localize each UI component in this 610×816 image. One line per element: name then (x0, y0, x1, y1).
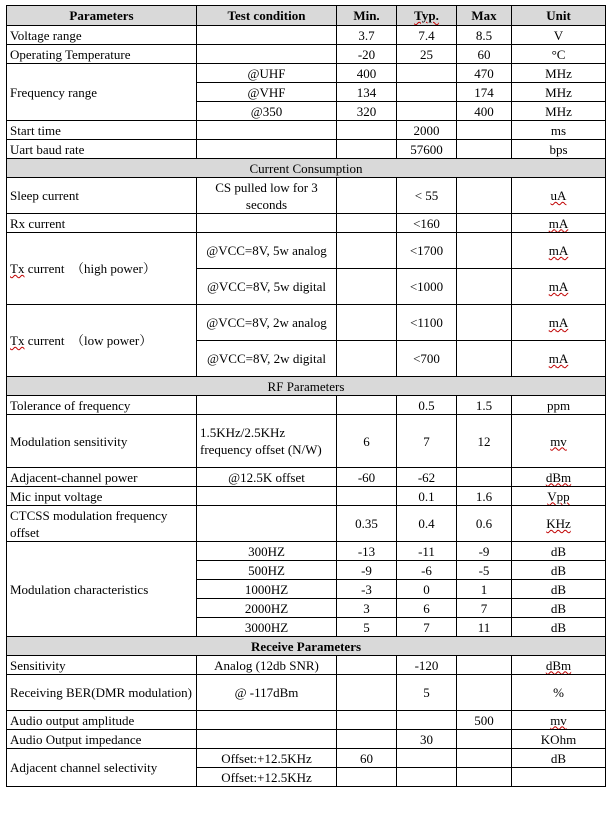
table-row (7, 121, 606, 140)
mod-char-typ: 0 (397, 580, 457, 599)
adj-sel-cond: Offset:+12.5KHz (197, 768, 337, 787)
tx-high-digital-typ: <1000 (397, 269, 457, 305)
ctcss-typ: 0.4 (397, 506, 457, 542)
section-receive-parameters (7, 637, 606, 656)
tolerance-typ: 0.5 (397, 396, 457, 415)
header-min: Min. (337, 6, 397, 26)
sensitivity-cond: Analog (12db SNR) (197, 656, 337, 675)
table-row (7, 415, 606, 468)
mic-unit: Vpp (512, 487, 606, 506)
freq-vhf-unit: MHz (512, 83, 606, 102)
mod-sens-unit: mv (512, 415, 606, 468)
param-tolerance-of-frequency: Tolerance of frequency (7, 396, 197, 415)
mod-char-typ: 7 (397, 618, 457, 637)
tx-high-cond-digital: @VCC=8V, 5w digital (197, 269, 337, 305)
adjacent-power-typ: -62 (397, 468, 457, 487)
param-operating-temperature: Operating Temperature (7, 45, 197, 64)
ctcss-max: 0.6 (457, 506, 512, 542)
param-sleep-current: Sleep current (7, 178, 197, 214)
section-title: RF Parameters (7, 377, 606, 396)
freq-uhf-unit: MHz (512, 64, 606, 83)
table-row (7, 45, 606, 64)
mod-char-typ: -11 (397, 542, 457, 561)
table-row (7, 656, 606, 675)
voltage-typ: 7.4 (397, 26, 457, 45)
param-adjacent-channel-selectivity: Adjacent channel selectivity (7, 749, 197, 787)
freq-350-max: 400 (457, 102, 512, 121)
ctcss-min: 0.35 (337, 506, 397, 542)
temp-max: 60 (457, 45, 512, 64)
audio-imp-unit: KOhm (512, 730, 606, 749)
audio-amp-unit: mv (512, 711, 606, 730)
param-ctcss-offset: CTCSS modulation frequency offset (7, 506, 197, 542)
spec-table (6, 5, 606, 787)
param-mic-input-voltage: Mic input voltage (7, 487, 197, 506)
table-row (7, 305, 606, 341)
section-title: Current Consumption (7, 159, 606, 178)
freq-vhf-max: 174 (457, 83, 512, 102)
table-row (7, 396, 606, 415)
ber-unit: % (512, 675, 606, 711)
param-audio-output-amplitude: Audio output amplitude (7, 711, 197, 730)
mod-sens-min: 6 (337, 415, 397, 468)
table-row (7, 233, 606, 269)
param-modulation-characteristics: Modulation characteristics (7, 542, 197, 637)
audio-amp-max: 500 (457, 711, 512, 730)
header-typ: Typ. (397, 6, 457, 26)
freq-cond-350: @350 (197, 102, 337, 121)
audio-imp-typ: 30 (397, 730, 457, 749)
rx-unit: mA (512, 214, 606, 233)
mod-char-min: -13 (337, 542, 397, 561)
table-row (7, 140, 606, 159)
baud-unit: bps (512, 140, 606, 159)
header-max: Max (457, 6, 512, 26)
header-unit: Unit (512, 6, 606, 26)
mod-sens-max: 12 (457, 415, 512, 468)
param-modulation-sensitivity: Modulation sensitivity (7, 415, 197, 468)
tx-low-analog-unit: mA (512, 305, 606, 341)
mod-char-unit: dB (512, 599, 606, 618)
table-row (7, 487, 606, 506)
tx-high-analog-typ: <1700 (397, 233, 457, 269)
mod-char-cond: 2000HZ (197, 599, 337, 618)
table-row (7, 711, 606, 730)
param-adjacent-channel-power: Adjacent-channel power (7, 468, 197, 487)
sensitivity-unit: dBm (512, 656, 606, 675)
header-row (7, 6, 606, 26)
adj-sel-unit: dB (512, 749, 606, 768)
start-typ: 2000 (397, 121, 457, 140)
tx-low-cond-digital: @VCC=8V, 2w digital (197, 341, 337, 377)
mod-char-max: 1 (457, 580, 512, 599)
mod-char-typ: 6 (397, 599, 457, 618)
param-rx-current: Rx current (7, 214, 197, 233)
tx-low-analog-typ: <1100 (397, 305, 457, 341)
header-parameters: Parameters (7, 6, 197, 26)
mod-char-max: 7 (457, 599, 512, 618)
freq-uhf-max: 470 (457, 64, 512, 83)
freq-350-min: 320 (337, 102, 397, 121)
table-row (7, 178, 606, 214)
tx-low-cond-analog: @VCC=8V, 2w analog (197, 305, 337, 341)
sleep-typ: < 55 (397, 178, 457, 214)
tx-high-digital-unit: mA (512, 269, 606, 305)
mod-sens-typ: 7 (397, 415, 457, 468)
param-uart-baud-rate: Uart baud rate (7, 140, 197, 159)
mod-char-cond: 300HZ (197, 542, 337, 561)
param-tx-current-high: Tx current （high power） (7, 233, 197, 305)
param-frequency-range: Frequency range (7, 64, 197, 121)
tx-low-digital-typ: <700 (397, 341, 457, 377)
adj-sel-cond: Offset:+12.5KHz (197, 749, 337, 768)
header-test-condition: Test condition (197, 6, 337, 26)
table-row (7, 64, 606, 83)
ber-cond: @ -117dBm (197, 675, 337, 711)
mod-char-max: 11 (457, 618, 512, 637)
mod-char-max: -9 (457, 542, 512, 561)
start-unit: ms (512, 121, 606, 140)
table-row (7, 506, 606, 542)
param-receiving-ber: Receiving BER(DMR modulation) (7, 675, 197, 711)
freq-350-unit: MHz (512, 102, 606, 121)
param-sensitivity: Sensitivity (7, 656, 197, 675)
ber-typ: 5 (397, 675, 457, 711)
mic-max: 1.6 (457, 487, 512, 506)
mod-char-typ: -6 (397, 561, 457, 580)
freq-vhf-min: 134 (337, 83, 397, 102)
adj-sel-min: 60 (337, 749, 397, 768)
mod-char-unit: dB (512, 542, 606, 561)
freq-cond-vhf: @VHF (197, 83, 337, 102)
tolerance-unit: ppm (512, 396, 606, 415)
temp-min: -20 (337, 45, 397, 64)
section-rf-parameters (7, 377, 606, 396)
param-audio-output-impedance: Audio Output impedance (7, 730, 197, 749)
mod-char-min: 3 (337, 599, 397, 618)
param-start-time: Start time (7, 121, 197, 140)
tx-high-cond-analog: @VCC=8V, 5w analog (197, 233, 337, 269)
mic-typ: 0.1 (397, 487, 457, 506)
adjacent-power-unit: dBm (512, 468, 606, 487)
mod-char-cond: 3000HZ (197, 618, 337, 637)
mod-char-min: 5 (337, 618, 397, 637)
tolerance-max: 1.5 (457, 396, 512, 415)
ctcss-unit: KHz (512, 506, 606, 542)
table-row (7, 214, 606, 233)
freq-uhf-min: 400 (337, 64, 397, 83)
section-current-consumption (7, 159, 606, 178)
voltage-min: 3.7 (337, 26, 397, 45)
freq-cond-uhf: @UHF (197, 64, 337, 83)
tx-high-analog-unit: mA (512, 233, 606, 269)
mod-sens-cond: 1.5KHz/2.5KHz frequency offset (N/W) (197, 415, 337, 468)
mod-char-unit: dB (512, 561, 606, 580)
rx-typ: <160 (397, 214, 457, 233)
sleep-unit: uA (512, 178, 606, 214)
tx-low-digital-unit: mA (512, 341, 606, 377)
mod-char-max: -5 (457, 561, 512, 580)
mod-char-cond: 500HZ (197, 561, 337, 580)
sensitivity-typ: -120 (397, 656, 457, 675)
table-row (7, 749, 606, 768)
mod-char-min: -3 (337, 580, 397, 599)
section-title: Receive Parameters (7, 637, 606, 656)
table-row (7, 26, 606, 45)
adjacent-power-min: -60 (337, 468, 397, 487)
baud-typ: 57600 (397, 140, 457, 159)
voltage-max: 8.5 (457, 26, 512, 45)
adjacent-power-cond: @12.5K offset (197, 468, 337, 487)
table-row (7, 675, 606, 711)
table-row (7, 730, 606, 749)
param-voltage-range: Voltage range (7, 26, 197, 45)
mod-char-unit: dB (512, 580, 606, 599)
mod-char-cond: 1000HZ (197, 580, 337, 599)
mod-char-min: -9 (337, 561, 397, 580)
temp-typ: 25 (397, 45, 457, 64)
param-tx-current-low: Tx current （low power） (7, 305, 197, 377)
voltage-unit: V (512, 26, 606, 45)
table-row (7, 468, 606, 487)
temp-unit: °C (512, 45, 606, 64)
sleep-cond: CS pulled low for 3 seconds (197, 178, 337, 214)
mod-char-unit: dB (512, 618, 606, 637)
table-row (7, 542, 606, 561)
